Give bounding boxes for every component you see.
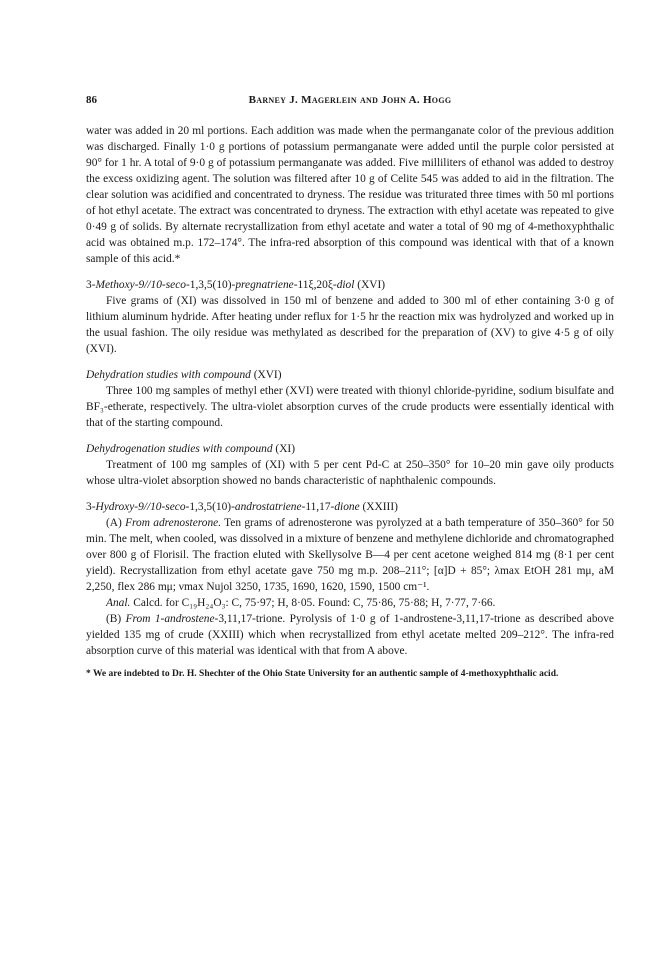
heading-dehydration-suffix: (XVI) — [250, 369, 282, 381]
footnote: * We are indebted to Dr. H. Shechter of the Ohio State University for an authentic sample of 4-methoxyphthalic acid. — [86, 669, 559, 679]
heading-dehydrogenation — [86, 441, 614, 457]
heading-xxiii-suffix: (XXIII) — [359, 501, 398, 513]
heading-xvi-prefix: 3- — [86, 279, 96, 291]
paragraph-1: water was added in 20 ml portions. Each addition was made when the permanganate color of the previous addition was discharged. Finally 1·0 g portions of potassium permanganate were added until the purple color persisted at 90° for 1 hr. A total of 9·0 g of potassium permanganate was added. Five milliliters of ethanol was added to destroy the excess oxidizing agent. The solution was filtered after 10 g of Celite 545 was added to aid in the filtration. The clear solution was acidified and concentrated to dryness. The residue was triturated three times with 50 ml portions of hot ethyl acetate. The extract was concentrated to dryness. The extraction with ethyl acetate was repeated to give 0·49 g of solids. By alternate recrystallization from ethyl acetate and water a total of 90 mg of 4-methoxyphthalic acid was obtained m.p. 172–174°. The infra-red absorption of this compound was identical with that of a known sample of this acid.* — [86, 125, 614, 265]
paragraph-5b-label: (B) — [106, 613, 126, 625]
paragraph-5a — [86, 515, 614, 595]
paragraph-5a-italic: From adrenosterone. — [125, 517, 222, 529]
paragraph-5b-text: 3,11,17-trione. Pyrolysis of 1·0 g of 1-androstene-3,11,17-trione as described above yielded 135 mg of crude (XXIII) which when recrystallized from ethyl acetate melted 209–212°. The infra-red absorption curve of this material was identical with that from A above. — [86, 613, 614, 657]
heading-xxiii-mid2: 11,17- — [305, 501, 335, 513]
heading-xxiii-italic2: androstatriene- — [234, 501, 306, 513]
heading-dehydrogenation-italic: Dehydrogenation studies with compound — [86, 443, 273, 455]
paragraph-5a-label: (A) — [106, 517, 126, 529]
paragraph-5b-italic: From 1-androstene- — [125, 613, 219, 625]
running-head: Barney J. Magerlein and John A. Hogg — [248, 94, 452, 106]
paragraph-5b — [86, 611, 614, 659]
page-number: 86 — [86, 94, 97, 106]
heading-xvi-italic2: pregnatriene- — [235, 279, 298, 291]
anal-text: Calcd. for C₁₉H₂₄O₃: C, 75·97; H, 8·05. Found: C, 75·86, 75·88; H, 7·77, 7·66. — [130, 597, 496, 609]
heading-xvi-italic1: Methoxy-9//10-seco- — [95, 279, 190, 291]
paragraph-2: Five grams of (XI) was dissolved in 150 ml of benzene and added to 300 ml of ether containing 3·0 g of lithium aluminum hydride. After heating under reflux for 1·5 hr the reaction mix was hydrolyzed and worked up in the usual fashion. The oily residue was methylated as described for the preparation of (XV) to give 4·5 g of oily (XVI). — [86, 295, 614, 355]
heading-xvi-mid2: 11ξ,20ξ- — [297, 279, 337, 291]
paragraph-5a-text: Ten grams of adrenosterone was pyrolyzed at a bath temperature of 350–360° for 50 min. The melt, when cooled, was dissolved in a mixture of benzene and methylene dichloride and chromatographed over 800 g of Florisil. The fraction eluted with Skellysolve B—4 per cent acetone weighed 814 mg (8·1 per cent yield). Recrystallization from ethyl acetate gave 750 mg m.p. 208–211°; [α]D + 85°; λmax EtOH 281 mμ, aM 2,250, flex 286 mμ; νmax Nujol 3250, 1735, 1690, 1620, 1590, 1500 cm⁻¹. — [86, 517, 614, 593]
heading-xxiii — [86, 499, 614, 515]
heading-xxiii-italic3: dione — [334, 501, 360, 513]
page-header — [86, 94, 614, 110]
heading-dehydration — [86, 367, 614, 383]
anal-label: Anal. — [106, 597, 131, 609]
paragraph-anal — [86, 595, 614, 611]
heading-xxiii-italic1: Hydroxy-9//10-seco- — [95, 501, 190, 513]
heading-xvi — [86, 277, 614, 293]
heading-dehydrogenation-suffix: (XI) — [272, 443, 296, 455]
paragraph-4: Treatment of 100 mg samples of (XI) with 5 per cent Pd-C at 250–350° for 10–20 min gave oily products whose ultra-violet absorption showed no bands characteristic of naphthalenic compounds. — [86, 459, 614, 487]
heading-xvi-mid: 1,3,5(10)- — [189, 279, 236, 291]
heading-xvi-italic3: diol — [336, 279, 355, 291]
heading-xxiii-mid: 1,3,5(10)- — [189, 501, 235, 513]
heading-xvi-suffix: (XVI) — [354, 279, 386, 291]
heading-dehydration-italic: Dehydration studies with compound — [86, 369, 251, 381]
paragraph-3: Three 100 mg samples of methyl ether (XVI) were treated with thionyl chloride-pyridine, sodium bisulfate and BF₃-etherate, respectively. The ultra-violet absorption curves of the crude products were essentially identical with that of the starting compound. — [86, 385, 614, 429]
heading-xxiii-prefix: 3- — [86, 501, 96, 513]
article-body — [86, 123, 614, 680]
